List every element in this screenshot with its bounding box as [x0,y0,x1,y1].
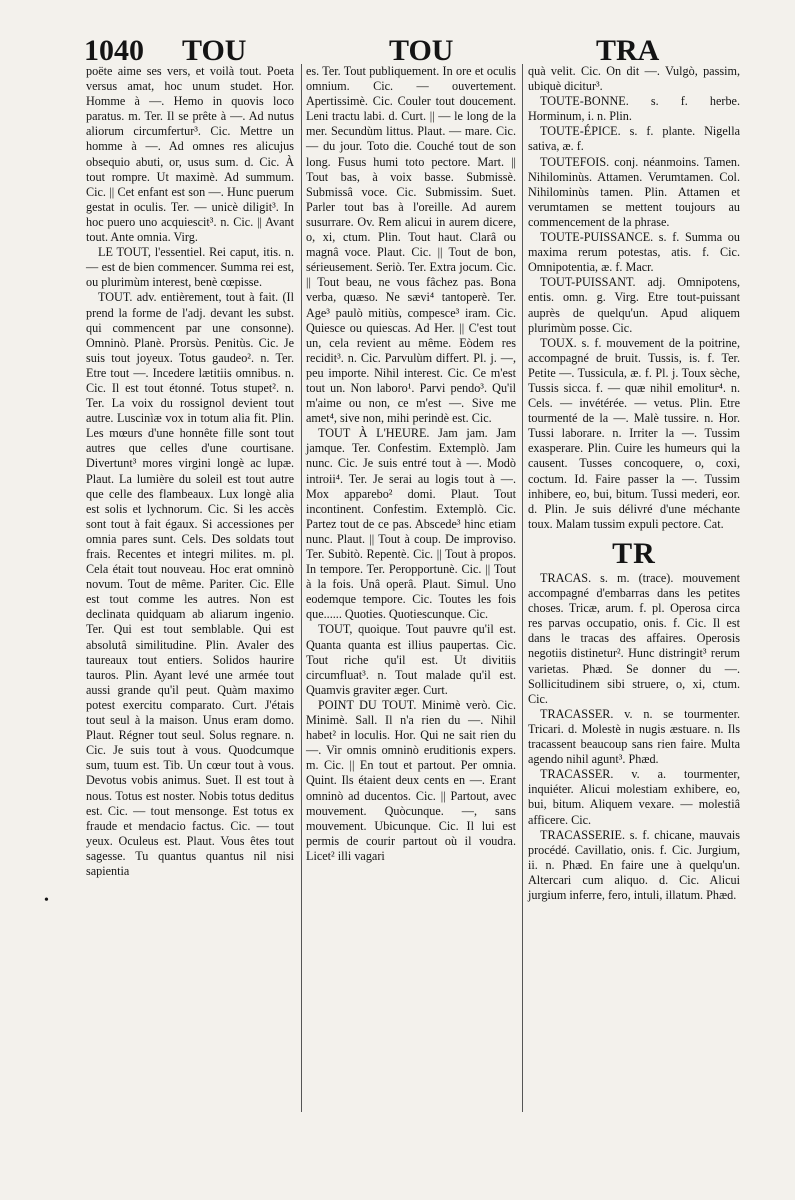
dictionary-entry: TOUT-PUISSANT. adj. Omnipotens, entis. omn. g. Virg. Etre tout-puissant auprès de quelqu'un. Apud aliquem plurimùm posse. Cic. [528,275,740,335]
dictionary-entry: TOUTE-ÉPICE. s. f. plante. Nigella sativa, æ. f. [528,124,740,154]
dictionary-entry: quà velit. Cic. On dit —. Vulgò, passim, ubiquè dicitur³. [528,64,740,94]
dictionary-entry: POINT DU TOUT. Minimè verò. Cic. Minimè. Sall. Il n'a rien du —. Nihil habet² in loculis. Hor. Qui ne sait rien du —. Vir omnis omninò eruditionis expers. m. Cic. || En tout et partout. Per omnia. Quint. Ils étaient deux cents en —. Erant omninò ad ducentos. Cic. || Partout, avec mouvement. Quòcunque. —, sans mouvement. Ubicunque. Cic. Il lui est permis de courir partout où il voudra. Licet² illi vagari [306,697,516,863]
dictionary-entry: es. Ter. Tout publiquement. In ore et oculis omnium. Cic. — ouvertement. Apertissimè. Cic. Couler tout doucement. Leni tractu labi. d. Curt. || — le long de la mer. Secundùm littus. Plaut. — mare. Cic. — du jour. Toto die. Couché tout de son long. Fusus humi toto pectore. Mart. || Tout bas, à voix basse. Submissè. Submissâ voce. Cic. Submissim. Suet. Parler tout bas à l'oreille. Ad aurem susurrare. Ov. Rem alicui in aurem dicere, o, xi, ctum. Plin. Tout haut. Clarâ ou magnâ voce. Plaut. Cic. || Tout de bon, sérieusement. Seriò. Ter. Extra jocum. Cic. || Tout beau, ne vous fâchez pas. Bona verba, quæso. Ne sævi⁴ tantoperè. Ter. Age³ paulò mitiùs, compesce³ iram. Cic. Quiesce ou quiescas. Ad Her. || C'est tout un, cela revient au même. Eòdem res recidit³. n. Cic. Parvulùm differt. Pl. j. —, peu importe. Nihil interest. Cic. Ce m'est tout un. Non laboro¹. Parvi pendo³. Qu'il m'aime ou non, ce m'est —. Sive me amet⁴, sive non, mihi perindè est. Cic. [306,64,516,426]
column-middle [306,64,516,864]
dictionary-entry: TOUT. adv. entièrement, tout à fait. (Il prend la forme de l'adj. devant les subst. qui commencent par une consonne). Omninò. Planè. Prorsùs. Penitùs. Cic. Je suis tout joyeux. Totus gaudeo². n. Ter. Etre tout —. Incedere lætitiis omnibus. n. Cic. Il est tout étonné. Totus stupet². n. Ter. La voix du rossignol devient tout autre. Luscinìæ vox in totum alia fit. Plin. Les mœurs d'une honnête fille sont tout autres que celles d'une courtisane. Divertunt³ mores virgini longè ac lupæ. Plaut. La lumière du soleil est tout autre que celle des flambeaux. Lux longè alia est solis et lychnorum. Cic. Si les accès sont tout à fait égaux. Si accessiones per omnia pares sunt. Cels. Des soldats tout frais. Recentes et integri milites. m. pl. Cela était tout nouveau. Hoc erat omninò novum. Tout de même. Pariter. Cic. Elle est tout comme les autres. Non est declinata quidquam ab aliarum ingenio. Ter. Qui est tout semblable. Qui est absolutâ similitudine. Plin. Avaler des taureaux tout entiers. Solidos haurire tauros. Plin. Ayant levé une armée tout aussi grande qu'il peut. Quàm maximo potest exercitu comparato. Curt. J'étais tout seul à la maison. Unus eram domo. Plaut. Régner tout seul. Solus regnare. n. Cic. Je suis tout à vous. Quodcumque sum, tuum est. Tib. Un cœur tout à vous. Devotus vobis animus. Suet. Il est tout à nous. Totus est noster. Nobis totus deditus est. Cic. — tout mensonge. Est totus ex fraude et mendacio factus. Cic. — tout yeux. Oculeus est. Plaut. Vous êtes tout sagesse. Tu quantus quantus nil nisi sapientia [86,290,294,878]
dictionary-entry: TRACASSER. v. a. tourmenter, inquiéter. Alicui molestiam exhibere, eo, bui, bitum. Aliquem vexare. — molestiâ afficere. Cic. [528,767,740,827]
column-divider [301,64,302,1112]
dictionary-entry: TOUT À L'HEURE. Jam jam. Jam jamque. Ter. Confestim. Extemplò. Jam nunc. Cic. Je suis entré tout à —. Modò introii⁴. Ter. Je serai au logis tout à —. Mox apparebo² domi. Plaut. Tout incontinent. Confestim. Extemplò. Cic. Partez tout de ce pas. Abscede³ hinc etiam nunc. Plaut. || Tout à coup. De improviso. Ter. Subitò. Repentè. Cic. || Tout à propos. In tempore. Ter. Peropportunè. Cic. || Tout à la fois. Unâ operâ. Plaut. Simul. Uno eodemque tempore. Cic. Toutes les fois que...... Quoties. Quotiescunque. Cic. [306,426,516,622]
dictionary-entry: TOUX. s. f. mouvement de la poitrine, accompagné de bruit. Tussis, is. f. Ter. Petite —. Tussicula, æ. f. Pl. j. Toux sèche, Tussis sicca. f. — quæ nihil emolitur⁴. n. Cels. — invétérée. — vetus. Plin. Etre tourmenté de la —. Malè tussire. n. Hor. Tussi laborare. n. Irriter la —. Tussim exasperare. Plin. Cuire les humeurs qui la causent. Tusses concoquere, o, coxi, coctum. Id. Faire passer la —. Tussim inhibere, eo, bui, bitum. Tussi mederi, eor. d. Plin. Je suis délivré d'une méchante toux. Malam tussim expuli pectore. Cat. [528,335,740,531]
page-number: 1040 [84,34,144,67]
dictionary-entry: TOUTE-PUISSANCE. s. f. Summa ou maxima rerum potestas, atis. f. Cic. Omnipotentia, æ. f. Macr. [528,230,740,275]
column-right [528,64,740,903]
dictionary-entry: TRACASSER. v. n. se tourmenter. Tricari. d. Molestè in nugis æstuare. n. Ils tracassent beaucoup sans rien faire. Multa agendo nihil agunt³. Phæd. [528,706,740,767]
dictionary-entry: poëte aime ses vers, et voilà tout. Poeta versus amat, hoc unum studet. Hor. Homme à —. Hemo in quovis loco paratus. m. Ter. Il se prête à —. Ad nutus aliorum circumfertur³. Cic. Mettre un homme à —. Ad omnes res alicujus obsequio abuti, or, usus sum. d. Cic. À tout rompre. Ut maximè. Ad summum. Cic. || Cet enfant est son —. Hunc puerum gestat in oculis. Ter. — unicè diligit³. In hoc puero uno acquiescit³. n. Cic. || Avant tout. Ante omnia. Virg. [86,64,294,245]
dictionary-entry: TOUTEFOIS. conj. néanmoins. Tamen. Nihilominùs. Attamen. Verumtamen. Col. Nihilominùs tamen. Plin. Attamen et verumtamen se mettent toujours au commencement de la phrase. [528,154,740,229]
dictionary-entry: TOUTE-BONNE. s. f. herbe. Horminum, i. n. Plin. [528,94,740,124]
center-headword: TOU [389,34,454,67]
dictionary-entry: TRACAS. s. m. (trace). mouvement accompagné d'embarras dans les petites choses. Tricæ, arum. f. pl. Operosa circa res parvas occupatio, onis. f. Cic. Il est dans le tracas des affaires. Operosis negotiis distinetur². Hunc distringit³ rerum varietas. Phæd. Se donner du —. Sollicitudinem sibi struere, o, xi, ctum. Cic. [528,571,740,706]
left-headword: TOU [182,34,247,67]
column-divider [522,64,523,1112]
column-left [86,64,294,879]
section-heading: TR [612,536,656,570]
dictionary-entry: TOUT, quoique. Tout pauvre qu'il est. Quanta quanta est illius paupertas. Cic. Tout riche qu'il est. Ut divitiis circumfluat³. n. Tout malade qu'il est. Quamvis graviter æger. Curt. [306,622,516,697]
dictionary-entry: TRACASSERIE. s. f. chicane, mauvais procédé. Cavillatio, onis. f. Cic. Jurgium, ii. n. Phæd. En faire une à quelqu'un. Altercari cum aliquo. d. Cic. Alicui jurgium inferre, fero, intuli, illatum. Phæd. [528,827,740,902]
margin-bullet: • [44,893,49,908]
dictionary-entry: LE TOUT, l'essentiel. Rei caput, itis. n. — est de bien commencer. Summa rei est, ou plurimùm interest, benè cœpisse. [86,245,294,290]
right-headword: TRA [596,34,660,67]
